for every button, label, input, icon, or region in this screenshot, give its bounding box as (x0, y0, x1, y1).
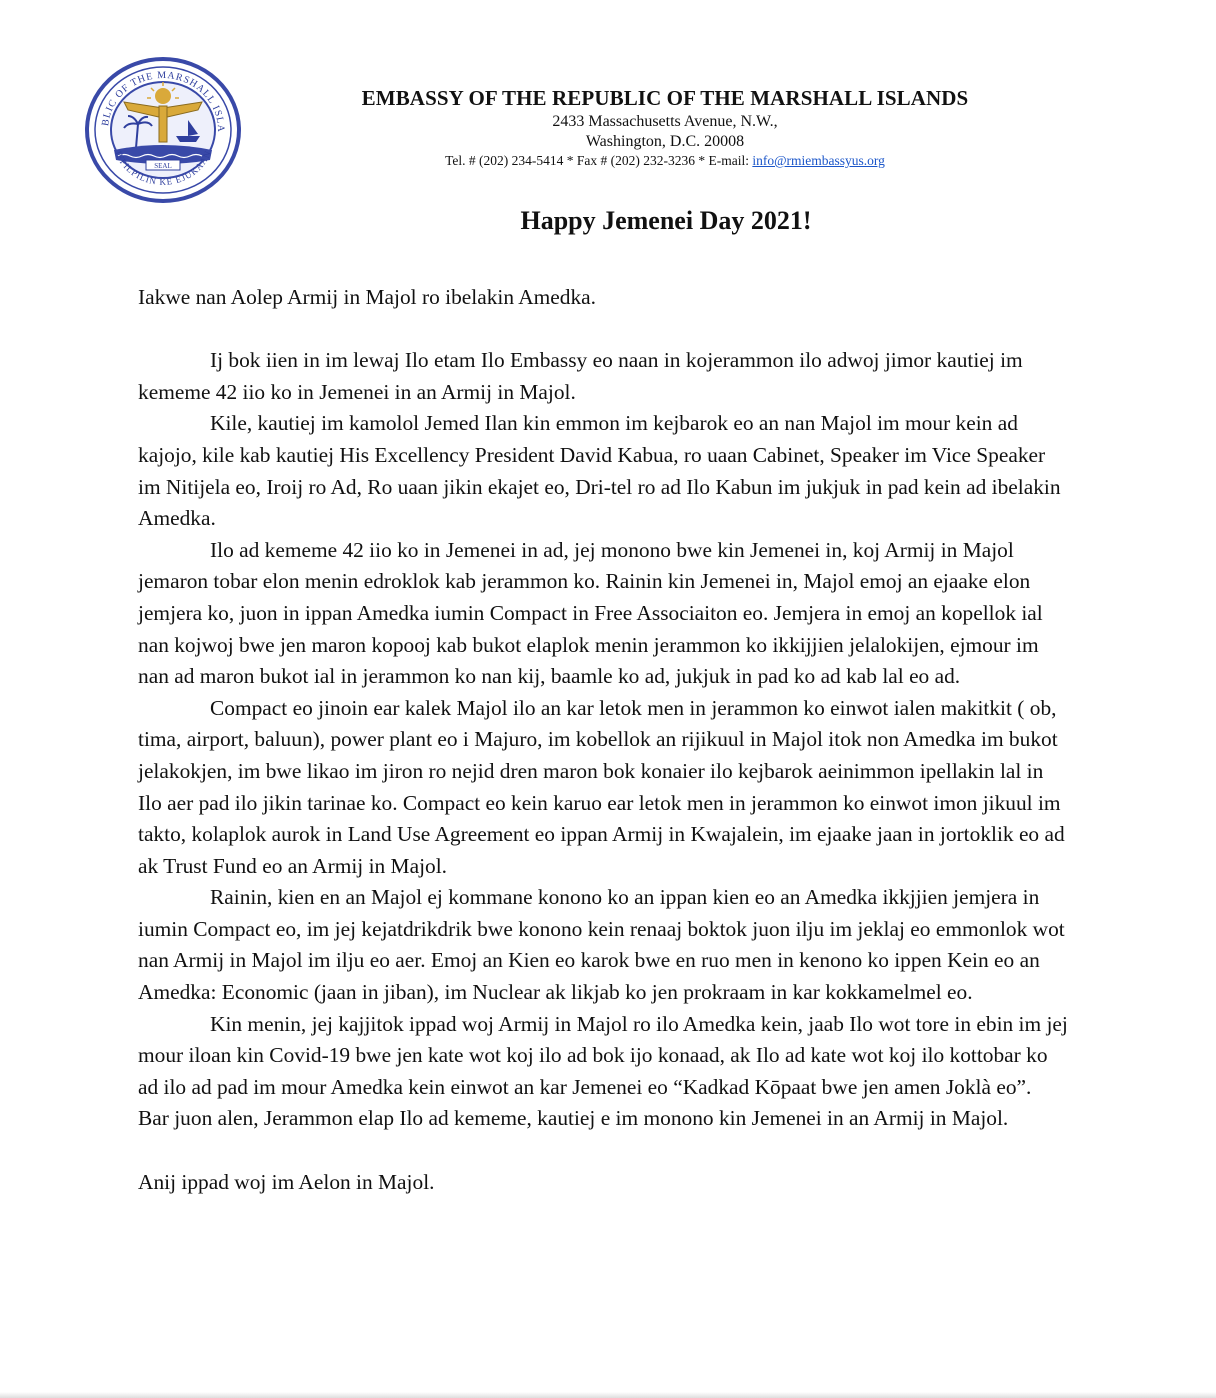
closing-line: Anij ippad woj im Aelon in Majol. (138, 1169, 435, 1194)
paragraph: Rainin, kien en an Majol ej kommane konono ko an ippan kien eo an Amedka ikkjjien jemjera in iumin Compact eo, im jej kejatdrikdrik bwe konono kein renaaj boktok juon ilju im jeklaj eo emmonlok wot nan Armij in Majol im ilju eo aer. Emoj an Kien eo karok bwe en ruo men in kenono ko ippen Kein eo an Amedka: Economic (jaan in jiban), im Nuclear ak likjab ko jen prokraam in kar kokkamelmel eo. (138, 885, 1065, 1005)
contact-numbers: Tel. # (202) 234-5414 * Fax # (202) 232-3236 * E-mail: (445, 153, 753, 168)
address-line-2: Washington, D.C. 20008 (585, 133, 745, 150)
email-link[interactable]: info@rmiembassyus.org (752, 153, 885, 168)
embassy-name: EMBASSY OF THE REPUBLIC OF THE MARSHALL ISLANDS (361, 86, 969, 110)
letter-body (138, 282, 1068, 1198)
paragraph: Kin menin, jej kajjitok ippad woj Armij in Majol ro ilo Amedka kein, jaab Ilo wot tore in ebin im jej mour iloan kin Covid-19 bwe jen kate wot koj ilo ad bok ijo konaad, ak Ilo ad kate wot koj ilo kottobar ko ad ilo ad pad im mour Amedka kein einwot an kar Jemenei eo “Kadkad Kōpaat bwe jen amen Joklà eo”. (138, 1011, 1068, 1099)
paragraph: Ilo ad kememe 42 iio ko in Jemenei in ad, jej monono bwe kin Jemenei in, koj Armij in Majol jemaron tobar elon menin edroklok kab jerammon ko. Rainin kin Jemenei in, Majol emoj an ejaake elon jemjera ko, juon in ippan Amedka iumin Compact in Free Associaiton eo. Jemjera in emoj an kopellok ial nan kojwoj bwe jen maron kopooj kab bukot elaplok menin jerammon ko ikkijjien jelalokijen, ejmour im nan ad maron bukot ial in jerammon ko nan kij, baamle ko ad, jukjuk in pad ko ad kab lal eo ad. (138, 537, 1043, 689)
paragraph: Ij bok iien in im lewaj Ilo etam Ilo Embassy eo naan in kojerammon ilo adwoj jimor kautiej im kememe 42 iio ko in Jemenei in an Armij in Majol. (138, 348, 1023, 404)
paragraph: Kile, kautiej im kamolol Jemed Ilan kin emmon im kejbarok eo an nan Majol im mour kein ad kajojo, kile kab kautiej His Excellency President David Kabua, ro uaan Cabinet, Speaker im Vice Speaker im Nitijela eo, Iroij ro Ad, Ro uaan jikin ekajet eo, Dri-tel ro ad Ilo Kabun im jukjuk in pad kein ad ibelakin Amedka. (138, 411, 1061, 531)
seal-top-text: BLIC OF THE MARSHALL ISLA (100, 69, 227, 133)
seal-emblem-icon (84, 56, 242, 204)
letterhead (300, 84, 1030, 170)
address-line-1: 2433 Massachusetts Avenue, N.W., (552, 113, 778, 130)
page-edge-shadow (0, 1392, 1216, 1398)
letter-title: Happy Jemenei Day 2021! (520, 206, 812, 235)
paragraph: Compact eo jinoin ear kalek Majol ilo an kar letok men in jerammon ko einwot ialen makitkit ( ob, tima, airport, baluun), power plant eo i Majuro, im kobellok an rijikuul in Majol itok non Amedka im bukot jelakokjen, im bwe likao im jiron ro nejid dren maron bok konaier ilo kejbarok aeinimmon ipellakin lal in Ilo aer pad ilo jikin tarinae ko. Compact eo kein karuo ear letok men in jerammon ko einwot imon jikuul im takto, kolaplok aurok in Land Use Agreement eo ippan Armij in Kwajalein, im ejaake jaan in jortoklik eo ad ak Trust Fund eo an Armij in Majol. (138, 695, 1065, 878)
final-paragraph: Bar juon alen, Jerammon elap Ilo ad kememe, kautiej e im monono kin Jemenei in an Armij in Majol. (138, 1106, 1009, 1131)
seal-banner-text: SEAL (154, 162, 172, 170)
embassy-seal (84, 56, 242, 204)
greeting: Iakwe nan Aolep Armij in Majol ro ibelakin Amedka. (138, 285, 597, 309)
contact-line (300, 152, 1030, 170)
seal-bottom-text: JEPILPILIN KE EJUKAAN (113, 148, 214, 187)
